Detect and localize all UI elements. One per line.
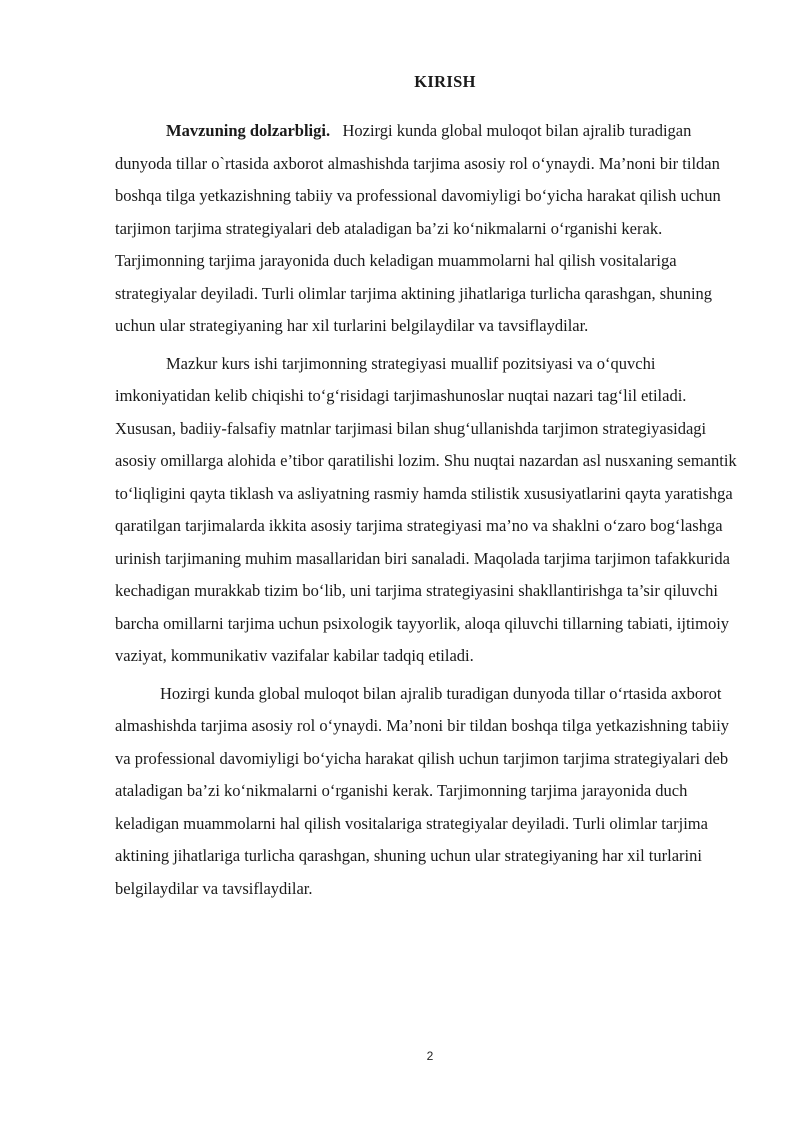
paragraph-text: Hozirgi kunda global muloqot bilan ajralib turadigan dunyoda tillar o`rtasida axborot almashishda tarjima asosiy rol o‘ynaydi. Ma’noni bir tildan boshqa tilga yetkazishning tabiiy va professional davomiyligi bo‘yicha harakat qilish uchun tarjimon tarjima strategiyalari deb ataladigan ba’zi ko‘nikmalarni o‘rganishi kerak. Tarjimonning tarjima jarayonida duch keladigan muammolarni hal qilish vositalariga strategiyalar deyiladi. Turli olimlar tarjima aktining jihatlariga turlicha qarashgan, shuning uchun ular strategiyaning har xil turlarini belgilaydilar va tavsiflaydilar.	[115, 121, 721, 335]
paragraph-relevance	[115, 115, 740, 343]
paragraph-lead: Mavzuning dolzarbligi.	[166, 121, 331, 140]
page-title: KIRISH	[414, 72, 476, 91]
paragraph-course-work: Mazkur kurs ishi tarjimonning strategiyasi muallif pozitsiyasi va o‘quvchi imkoniyatidan kelib chiqishi to‘g‘risidagi tarjimashunoslar nuqtai nazari tag‘lil etiladi. Xususan, badiiy-falsafiy matnlar tarjimasi bilan shug‘ullanishda tarjimon strategiyasidagi asosiy omillarga alohida e’tibor qaratilishi lozim. Shu nuqtai nazardan asl nusxaning semantik to‘liqligini qayta tiklash va asliyatning rasmiy hamda stilistik xususiyatlarini qayta yaratishga qaratilgan tarjimalarda ikkita asosiy tarjima strategiyasi ma’no va shaklni o‘zaro bog‘lashga urinish tarjimaning muhim masallaridan biri sanaladi. Maqolada tarjima tarjimon tafakkurida kechadigan murakkab tizim bo‘lib, uni tarjima strategiyasini shakllantirishga ta’sir qiluvchi barcha omillarni tarjima uchun psixologik tayyorlik, aloqa qiluvchi tillarning tabiati, ijtimoiy vaziyat, kommunikativ vazifalar kabilar tadqiq etiladi.	[115, 353, 737, 665]
page-number: 2	[426, 1049, 434, 1063]
paragraph-global-communication: Hozirgi kunda global muloqot bilan ajralib turadigan dunyoda tillar o‘rtasida axborot almashishda tarjima asosiy rol o‘ynaydi. Ma’noni bir tildan boshqa tilga yetkazishning tabiiy va professional davomiyligi bo‘yicha harakat qilish uchun tarjimon tarjima strategiyalari deb ataladigan ba’zi ko‘nikmalarni o‘rganishi kerak. Tarjimonning tarjima jarayonida duch keladigan muammolarni hal qilish vositalariga strategiyalar deyiladi. Turli olimlar tarjima aktining jihatlariga turlicha qarashgan, shuning uchun ular strategiyaning har xil turlarini belgilaydilar va tavsiflaydilar.	[115, 683, 730, 898]
document-page	[115, 72, 740, 910]
